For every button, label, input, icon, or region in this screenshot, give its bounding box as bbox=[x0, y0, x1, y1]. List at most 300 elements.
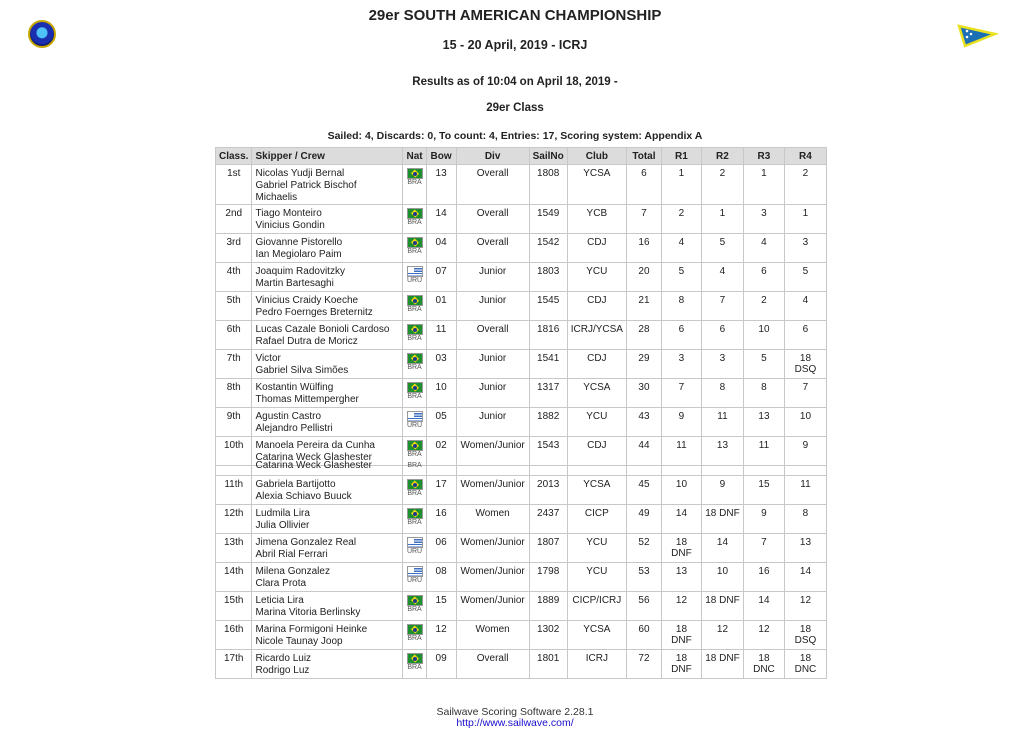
total-cell: 6 bbox=[626, 165, 661, 205]
artifact-cell bbox=[529, 466, 567, 476]
sail-number-cell: 1317 bbox=[529, 379, 567, 408]
column-header-club: Club bbox=[567, 148, 626, 165]
division-cell: Overall bbox=[456, 205, 529, 234]
race-4-cell: 7 bbox=[784, 379, 826, 408]
flag-bra-icon bbox=[407, 168, 423, 179]
flag-uru-icon bbox=[407, 266, 423, 277]
nationality-cell bbox=[403, 505, 426, 534]
race-4-cell: 12 bbox=[784, 592, 826, 621]
nationality-cell bbox=[403, 650, 426, 679]
total-cell: 16 bbox=[626, 234, 661, 263]
club-cell: ICRJ bbox=[567, 650, 626, 679]
table-row bbox=[216, 621, 827, 650]
nationality-cell bbox=[403, 408, 426, 437]
column-header-sailno: SailNo bbox=[529, 148, 567, 165]
total-cell: 49 bbox=[626, 505, 661, 534]
table-row bbox=[216, 350, 827, 379]
crew-name: Alejandro Pellistri bbox=[255, 423, 333, 434]
flag-bra-icon bbox=[407, 353, 423, 364]
race-1-cell: 10 bbox=[661, 476, 701, 505]
race-1-cell: 6 bbox=[661, 321, 701, 350]
race-2-cell: 9 bbox=[701, 476, 743, 505]
club-cell: CICP/ICRJ bbox=[567, 592, 626, 621]
race-3-cell: 4 bbox=[743, 234, 784, 263]
crew-name: Thomas Mittempergher bbox=[255, 394, 359, 405]
skipper-crew-cell bbox=[252, 621, 403, 650]
club-cell: CDJ bbox=[567, 350, 626, 379]
race-1-cell: 12 bbox=[661, 592, 701, 621]
table-header-row bbox=[216, 148, 827, 165]
page-title: 29er SOUTH AMERICAN CHAMPIONSHIP bbox=[368, 7, 662, 24]
total-cell: 7 bbox=[626, 205, 661, 234]
skipper-crew-cell bbox=[252, 321, 403, 350]
race-1-cell: 11 bbox=[661, 437, 701, 466]
race-3-cell: 8 bbox=[743, 379, 784, 408]
flag-bra-icon bbox=[407, 595, 423, 606]
sail-number-cell: 1889 bbox=[529, 592, 567, 621]
artifact-cell bbox=[456, 466, 529, 476]
artifact-cell bbox=[701, 466, 743, 476]
crew-name: Vinicius Gondin bbox=[255, 220, 325, 231]
skipper-crew-cell bbox=[252, 292, 403, 321]
crew-name: Martin Bartesaghi bbox=[255, 278, 334, 289]
nat-code: URU bbox=[406, 577, 423, 584]
division-cell: Women/Junior bbox=[456, 534, 529, 563]
column-header-total: Total bbox=[626, 148, 661, 165]
club-cell: CDJ bbox=[567, 234, 626, 263]
skipper-crew-cell bbox=[252, 505, 403, 534]
flag-uru-icon bbox=[407, 537, 423, 548]
sail-number-cell: 1882 bbox=[529, 408, 567, 437]
position-cell: 4th bbox=[216, 263, 252, 292]
flag-bra-icon bbox=[407, 479, 423, 490]
race-4-cell: 1 bbox=[784, 205, 826, 234]
skipper-name: Kostantin Wülfing bbox=[255, 382, 334, 393]
race-4-cell: 13 bbox=[784, 534, 826, 563]
race-4-cell: 5 bbox=[784, 263, 826, 292]
race-3-cell: 3 bbox=[743, 205, 784, 234]
nationality-cell bbox=[403, 563, 426, 592]
nationality-cell bbox=[403, 321, 426, 350]
race-3-cell: 18 DNC bbox=[743, 650, 784, 679]
nat-code-duplicate: BRA bbox=[407, 462, 422, 469]
sail-number-cell: 1542 bbox=[529, 234, 567, 263]
race-4-cell: 6 bbox=[784, 321, 826, 350]
skipper-name: Nicolas Yudji Bernal bbox=[255, 168, 345, 179]
flag-bra-icon bbox=[407, 237, 423, 248]
series-summary: Sailed: 4, Discards: 0, To count: 4, Entries: 17, Scoring system: Appendix A bbox=[327, 130, 703, 142]
total-cell: 28 bbox=[626, 321, 661, 350]
division-cell: Women/Junior bbox=[456, 563, 529, 592]
race-1-cell: 8 bbox=[661, 292, 701, 321]
race-2-cell: 13 bbox=[701, 437, 743, 466]
table-row bbox=[216, 505, 827, 534]
skipper-crew-cell bbox=[252, 592, 403, 621]
flag-bra-icon bbox=[407, 440, 423, 451]
nationality-cell bbox=[403, 621, 426, 650]
nat-code: BRA bbox=[407, 451, 422, 458]
flag-bra-icon bbox=[407, 208, 423, 219]
position-cell: 17th bbox=[216, 650, 252, 679]
division-cell: Junior bbox=[456, 263, 529, 292]
skipper-name: Agustin Castro bbox=[255, 411, 322, 422]
event-dates: 15 - 20 April, 2019 - ICRJ bbox=[442, 38, 588, 52]
total-cell: 43 bbox=[626, 408, 661, 437]
nat-code: BRA bbox=[407, 248, 422, 255]
bow-cell: 03 bbox=[426, 350, 456, 379]
race-4-cell: 8 bbox=[784, 505, 826, 534]
footer-software: Sailwave Scoring Software 2.28.1 bbox=[436, 706, 594, 718]
race-4-cell: 9 bbox=[784, 437, 826, 466]
flag-bra-icon bbox=[407, 382, 423, 393]
race-1-cell: 9 bbox=[661, 408, 701, 437]
crew-name: Ian Megiolaro Paim bbox=[255, 249, 342, 260]
division-cell: Junior bbox=[456, 292, 529, 321]
race-4-cell: 3 bbox=[784, 234, 826, 263]
sail-number-cell: 1803 bbox=[529, 263, 567, 292]
race-2-cell: 2 bbox=[701, 165, 743, 205]
crew-name: Rafael Dutra de Moricz bbox=[255, 336, 358, 347]
sail-number-cell: 1801 bbox=[529, 650, 567, 679]
skipper-name: Gabriela Bartijotto bbox=[255, 479, 336, 490]
race-4-cell: 4 bbox=[784, 292, 826, 321]
position-cell: 16th bbox=[216, 621, 252, 650]
club-cell: YCSA bbox=[567, 379, 626, 408]
table-row bbox=[216, 476, 827, 505]
table-row bbox=[216, 379, 827, 408]
crew-name: Abril Rial Ferrari bbox=[255, 549, 328, 560]
division-cell: Overall bbox=[456, 321, 529, 350]
race-3-cell: 10 bbox=[743, 321, 784, 350]
nat-code: BRA bbox=[407, 490, 422, 497]
crew-name: Clara Prota bbox=[255, 578, 307, 589]
artifact-cell bbox=[661, 466, 701, 476]
bow-cell: 10 bbox=[426, 379, 456, 408]
table-row bbox=[216, 205, 827, 234]
total-cell: 21 bbox=[626, 292, 661, 321]
nationality-cell bbox=[403, 592, 426, 621]
skipper-name: Ricardo Luiz bbox=[255, 653, 312, 664]
race-4-cell: 18 DSQ bbox=[784, 350, 826, 379]
race-2-cell: 1 bbox=[701, 205, 743, 234]
table-row bbox=[216, 408, 827, 437]
results-table bbox=[215, 147, 827, 679]
bow-cell: 07 bbox=[426, 263, 456, 292]
race-4-cell: 11 bbox=[784, 476, 826, 505]
nationality-cell bbox=[403, 379, 426, 408]
nat-code: URU bbox=[406, 548, 423, 555]
bow-cell: 16 bbox=[426, 505, 456, 534]
bow-cell: 17 bbox=[426, 476, 456, 505]
race-1-cell: 4 bbox=[661, 234, 701, 263]
race-1-cell: 1 bbox=[661, 165, 701, 205]
skipper-name: Tiago Monteiro bbox=[255, 208, 322, 219]
table-row bbox=[216, 292, 827, 321]
race-2-cell: 18 DNF bbox=[701, 592, 743, 621]
crew-name: Marina Vitoria Berlinsky bbox=[255, 607, 361, 618]
sail-number-cell: 1543 bbox=[529, 437, 567, 466]
race-3-cell: 6 bbox=[743, 263, 784, 292]
race-1-cell: 3 bbox=[661, 350, 701, 379]
race-2-cell: 18 DNF bbox=[701, 505, 743, 534]
nat-code: BRA bbox=[407, 519, 422, 526]
sail-number-cell: 2013 bbox=[529, 476, 567, 505]
nat-code: BRA bbox=[407, 364, 422, 371]
race-2-cell: 14 bbox=[701, 534, 743, 563]
bow-cell: 05 bbox=[426, 408, 456, 437]
nat-code: BRA bbox=[407, 335, 422, 342]
sailwave-link[interactable]: http://www.sailwave.com/ bbox=[456, 717, 574, 729]
skipper-name: Leticia Lira bbox=[255, 595, 304, 606]
nat-code: URU bbox=[406, 422, 423, 429]
skipper-crew-cell bbox=[252, 234, 403, 263]
flag-bra-icon bbox=[407, 653, 423, 664]
nat-code: URU bbox=[406, 277, 423, 284]
club-cell: CICP bbox=[567, 505, 626, 534]
column-header-class: Class. bbox=[216, 148, 252, 165]
nat-code: BRA bbox=[407, 393, 422, 400]
race-2-cell: 6 bbox=[701, 321, 743, 350]
artifact-cell bbox=[626, 466, 661, 476]
club-cell: YCB bbox=[567, 205, 626, 234]
table-row bbox=[216, 563, 827, 592]
total-cell: 72 bbox=[626, 650, 661, 679]
artifact-cell bbox=[426, 466, 456, 476]
class-heading: 29er Class bbox=[486, 102, 544, 114]
nationality-cell bbox=[403, 476, 426, 505]
club-cell: ICRJ/YCSA bbox=[567, 321, 626, 350]
race-3-cell: 2 bbox=[743, 292, 784, 321]
column-header-r3: R3 bbox=[743, 148, 784, 165]
division-cell: Overall bbox=[456, 234, 529, 263]
crew-name: Catarina Weck Glashester bbox=[255, 452, 372, 463]
bow-cell: 12 bbox=[426, 621, 456, 650]
sail-number-cell: 1798 bbox=[529, 563, 567, 592]
nationality-cell bbox=[403, 534, 426, 563]
bow-cell: 01 bbox=[426, 292, 456, 321]
race-1-cell: 18 DNF bbox=[661, 534, 701, 563]
race-1-cell: 7 bbox=[661, 379, 701, 408]
nat-code: BRA bbox=[407, 664, 422, 671]
division-cell: Women bbox=[456, 505, 529, 534]
crew-name: Pedro Foernges Breternitz bbox=[255, 307, 373, 318]
bow-cell: 08 bbox=[426, 563, 456, 592]
table-row bbox=[216, 263, 827, 292]
skipper-name: Marina Formigoni Heinke bbox=[255, 624, 368, 635]
division-cell: Women bbox=[456, 621, 529, 650]
race-1-cell: 18 DNF bbox=[661, 650, 701, 679]
division-cell: Overall bbox=[456, 650, 529, 679]
position-cell: 6th bbox=[216, 321, 252, 350]
club-cell: YCSA bbox=[567, 165, 626, 205]
position-cell: 3rd bbox=[216, 234, 252, 263]
flag-bra-icon bbox=[407, 295, 423, 306]
sail-number-cell: 1808 bbox=[529, 165, 567, 205]
nationality-cell bbox=[403, 263, 426, 292]
skipper-name: Joaquim Radovitzky bbox=[255, 266, 345, 277]
bow-cell: 09 bbox=[426, 650, 456, 679]
bow-cell: 04 bbox=[426, 234, 456, 263]
division-cell: Women/Junior bbox=[456, 592, 529, 621]
skipper-name: Manoela Pereira da Cunha bbox=[255, 440, 375, 451]
skipper-crew-cell bbox=[252, 263, 403, 292]
position-cell: 2nd bbox=[216, 205, 252, 234]
table-row bbox=[216, 165, 827, 205]
club-cell: YCU bbox=[567, 263, 626, 292]
sail-number-cell: 1807 bbox=[529, 534, 567, 563]
flag-uru-icon bbox=[407, 411, 423, 422]
column-header-div: Div bbox=[456, 148, 529, 165]
race-3-cell: 16 bbox=[743, 563, 784, 592]
club-cell: YCU bbox=[567, 534, 626, 563]
table-row bbox=[216, 234, 827, 263]
sail-number-cell: 1549 bbox=[529, 205, 567, 234]
total-cell: 30 bbox=[626, 379, 661, 408]
division-cell: Junior bbox=[456, 350, 529, 379]
sail-number-cell: 1816 bbox=[529, 321, 567, 350]
position-cell: 11th bbox=[216, 476, 252, 505]
position-cell: 13th bbox=[216, 534, 252, 563]
position-cell: 15th bbox=[216, 592, 252, 621]
race-1-cell: 5 bbox=[661, 263, 701, 292]
sail-number-cell: 1545 bbox=[529, 292, 567, 321]
sail-number-cell: 2437 bbox=[529, 505, 567, 534]
race-2-cell: 3 bbox=[701, 350, 743, 379]
division-cell: Women/Junior bbox=[456, 437, 529, 466]
column-header-r4: R4 bbox=[784, 148, 826, 165]
bow-cell: 02 bbox=[426, 437, 456, 466]
club-cell: CDJ bbox=[567, 292, 626, 321]
total-cell: 60 bbox=[626, 621, 661, 650]
position-cell: 14th bbox=[216, 563, 252, 592]
skipper-name: Vinicius Craidy Koeche bbox=[255, 295, 359, 306]
skipper-crew-cell bbox=[252, 476, 403, 505]
race-2-cell: 12 bbox=[701, 621, 743, 650]
nationality-cell bbox=[403, 350, 426, 379]
race-3-cell: 13 bbox=[743, 408, 784, 437]
artifact-cell bbox=[567, 466, 626, 476]
flag-bra-icon bbox=[407, 624, 423, 635]
race-3-cell: 14 bbox=[743, 592, 784, 621]
skipper-crew-cell bbox=[252, 165, 403, 205]
column-header-skipper-crew: Skipper / Crew bbox=[252, 148, 403, 165]
race-3-cell: 15 bbox=[743, 476, 784, 505]
skipper-name: Jimena Gonzalez Real bbox=[255, 537, 357, 548]
results-timestamp: Results as of 10:04 on April 18, 2019 - bbox=[412, 76, 618, 88]
club-cell: YCSA bbox=[567, 621, 626, 650]
club-cell: YCU bbox=[567, 563, 626, 592]
sail-number-cell: 1302 bbox=[529, 621, 567, 650]
skipper-name: Milena Gonzalez bbox=[255, 566, 330, 577]
race-3-cell: 7 bbox=[743, 534, 784, 563]
nationality-cell bbox=[403, 292, 426, 321]
table-row bbox=[216, 592, 827, 621]
flag-bra-icon bbox=[407, 324, 423, 335]
total-cell: 52 bbox=[626, 534, 661, 563]
nat-code: BRA bbox=[407, 635, 422, 642]
division-cell: Junior bbox=[456, 379, 529, 408]
artifact-cell bbox=[743, 466, 784, 476]
column-header-r1: R1 bbox=[661, 148, 701, 165]
race-3-cell: 5 bbox=[743, 350, 784, 379]
skipper-crew-cell bbox=[252, 205, 403, 234]
position-cell: 1st bbox=[216, 165, 252, 205]
race-3-cell: 12 bbox=[743, 621, 784, 650]
nat-code: BRA bbox=[407, 306, 422, 313]
crew-name: Gabriel Silva Simões bbox=[255, 365, 349, 376]
skipper-crew-cell bbox=[252, 408, 403, 437]
race-1-cell: 18 DNF bbox=[661, 621, 701, 650]
column-header-bow: Bow bbox=[426, 148, 456, 165]
flag-bra-icon bbox=[407, 508, 423, 519]
crew-name: Gabriel Patrick Bischof Michaelis bbox=[255, 180, 357, 203]
skipper-name: Giovanne Pistorello bbox=[255, 237, 343, 248]
race-2-cell: 7 bbox=[701, 292, 743, 321]
nat-code: BRA bbox=[407, 179, 422, 186]
bow-cell: 11 bbox=[426, 321, 456, 350]
division-cell: Junior bbox=[456, 408, 529, 437]
table-row bbox=[216, 650, 827, 679]
total-cell: 56 bbox=[626, 592, 661, 621]
race-2-cell: 10 bbox=[701, 563, 743, 592]
column-header-nat: Nat bbox=[403, 148, 426, 165]
club-cell: YCSA bbox=[567, 476, 626, 505]
race-2-cell: 8 bbox=[701, 379, 743, 408]
nat-code: BRA bbox=[407, 606, 422, 613]
division-cell: Overall bbox=[456, 165, 529, 205]
position-cell: 8th bbox=[216, 379, 252, 408]
race-3-cell: 9 bbox=[743, 505, 784, 534]
nat-code: BRA bbox=[407, 219, 422, 226]
render-artifact-row bbox=[216, 466, 827, 476]
race-3-cell: 1 bbox=[743, 165, 784, 205]
total-cell: 44 bbox=[626, 437, 661, 466]
race-4-cell: 10 bbox=[784, 408, 826, 437]
artifact-cell bbox=[784, 466, 826, 476]
race-4-cell: 14 bbox=[784, 563, 826, 592]
nationality-cell bbox=[403, 205, 426, 234]
artifact-cell bbox=[252, 460, 403, 476]
skipper-name: Lucas Cazale Bonioli Cardoso bbox=[255, 324, 390, 335]
race-4-cell: 18 DSQ bbox=[784, 621, 826, 650]
race-4-cell: 18 DNC bbox=[784, 650, 826, 679]
skipper-crew-cell bbox=[252, 379, 403, 408]
artifact-cell bbox=[403, 462, 426, 476]
crew-name: Nicole Taunay Joop bbox=[255, 636, 343, 647]
club-cell: YCU bbox=[567, 408, 626, 437]
race-2-cell: 5 bbox=[701, 234, 743, 263]
crew-name: Julia Ollivier bbox=[255, 520, 310, 531]
skipper-name: Victor bbox=[255, 353, 281, 364]
race-2-cell: 18 DNF bbox=[701, 650, 743, 679]
column-header-r2: R2 bbox=[701, 148, 743, 165]
nationality-cell bbox=[403, 234, 426, 263]
division-cell: Women/Junior bbox=[456, 476, 529, 505]
total-cell: 45 bbox=[626, 476, 661, 505]
bow-cell: 06 bbox=[426, 534, 456, 563]
total-cell: 20 bbox=[626, 263, 661, 292]
skipper-crew-cell bbox=[252, 563, 403, 592]
skipper-crew-cell bbox=[252, 350, 403, 379]
race-1-cell: 2 bbox=[661, 205, 701, 234]
bow-cell: 13 bbox=[426, 165, 456, 205]
table-row bbox=[216, 534, 827, 563]
crew-name: Rodrigo Luz bbox=[255, 665, 310, 676]
race-1-cell: 13 bbox=[661, 563, 701, 592]
flag-uru-icon bbox=[407, 566, 423, 577]
position-cell: 12th bbox=[216, 505, 252, 534]
total-cell: 53 bbox=[626, 563, 661, 592]
